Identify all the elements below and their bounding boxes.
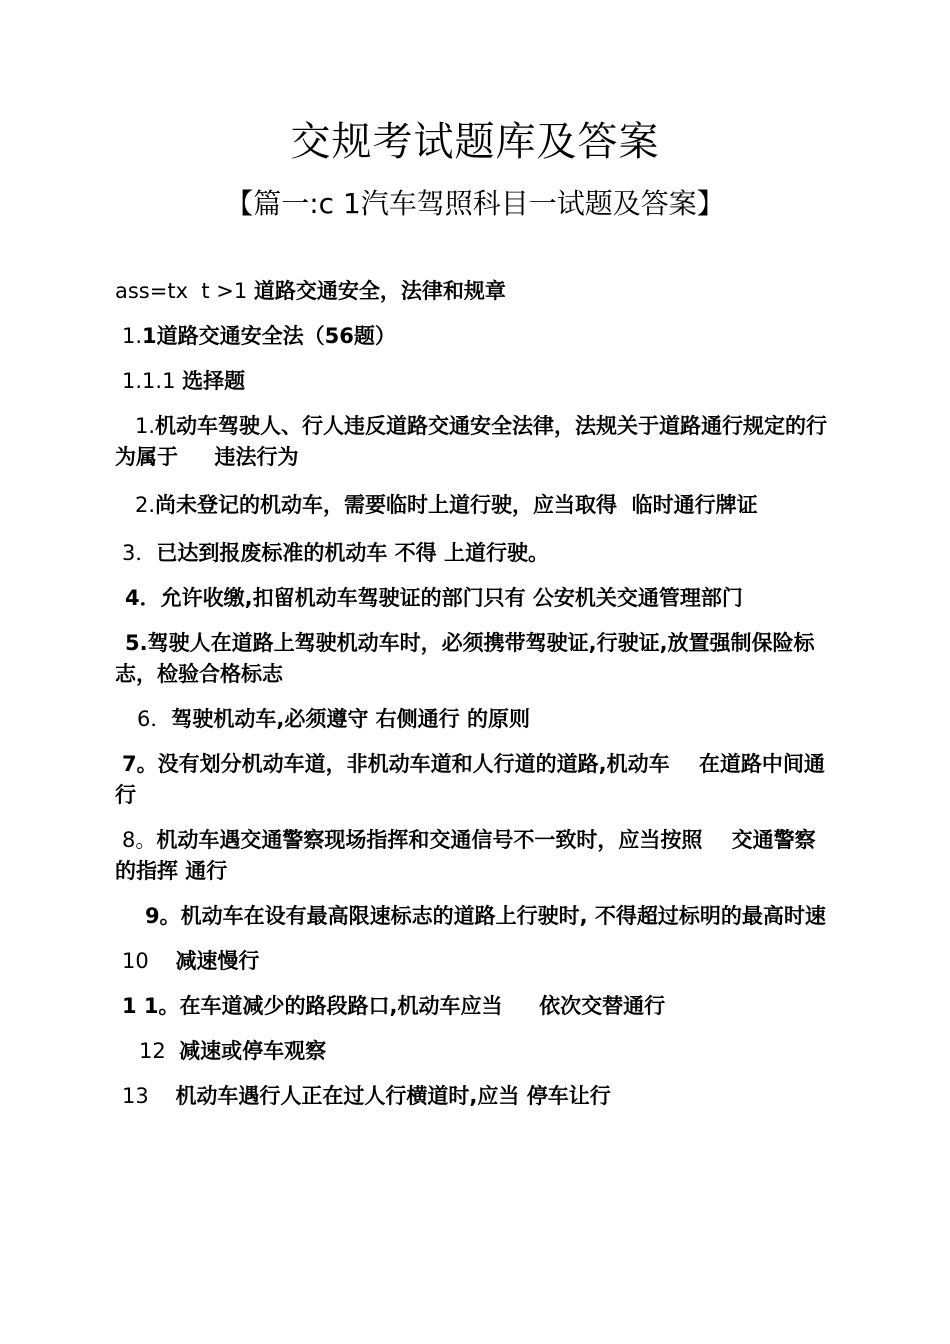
question-number: 1. [135,414,156,438]
document-title: 交规考试题库及答案 [290,119,660,165]
subsection-heading-text: 道路交通安全法（56题） [156,324,396,348]
document-body [115,276,835,1112]
question-item [115,628,835,690]
question-item [115,991,835,1022]
question-number: 13 [122,1084,176,1108]
question-text: 没有划分机动车道，非机动车道和人行道的道路,机动车 在道路中间通行 [115,752,825,807]
question-item [115,825,835,887]
question-item [115,538,835,569]
question-number: 1 1。 [122,994,180,1018]
question-number: 8。 [122,828,157,852]
question-text: 减速慢行 [175,949,260,973]
question-item [115,490,835,521]
document-subtitle: 【篇一:c 1汽车驾照科目一试题及答案】 [225,187,725,220]
question-number: 2. [135,493,156,517]
question-number: 6． [137,707,172,731]
section-heading [115,276,835,307]
question-number: 12 [139,1039,180,1063]
section-heading-text: 道路交通安全，法律和规章 [253,279,506,303]
question-item [115,749,835,811]
question-number: 3． [122,541,157,565]
question-item [115,704,835,735]
question-item [115,1081,835,1112]
question-text: 尚未登记的机动车，需要临时上道行驶，应当取得 临时通行牌证 [155,493,758,517]
question-text: 在车道减少的路段路口,机动车应当 依次交替通行 [179,994,666,1018]
question-text: 机动车遇交通警察现场指挥和交通信号不一致时，应当按照 交通警察的指挥 通行 [115,828,816,883]
question-number: 7。 [122,752,158,776]
question-type-heading [115,366,835,397]
question-text: 允许收缴,扣留机动车驾驶证的部门只有 公安机关交通管理部门 [160,586,743,610]
question-number: 5. [125,631,148,655]
question-number: 9。 [145,904,181,928]
question-text: 驾驶人在道路上驾驶机动车时，必须携带驾驶证,行驶证,放置强制保险标志，检验合格标志 [115,631,815,686]
subsection-prefix-number: 1 [142,324,157,348]
question-item [115,946,835,977]
question-number: 4． [125,586,161,610]
question-item [115,901,835,932]
question-item [115,1036,835,1067]
question-text: 已达到报废标准的机动车 不得 上道行驶。 [156,541,549,565]
subsection-prefix: 1. [122,324,143,348]
subsection-heading [115,321,835,352]
question-type-text: 选择题 [182,369,246,393]
question-number: 10 [122,949,176,973]
section-prefix: ass=tx t >1 [115,279,254,303]
question-text: 机动车在设有最高限速标志的道路上行驶时, 不得超过标明的最高时速 [180,904,826,928]
question-type-prefix: 1.1.1 [122,369,183,393]
question-item [115,583,835,614]
question-text: 减速或停车观察 [179,1039,327,1063]
question-text: 机动车驾驶人、行人违反道路交通安全法律，法规关于道路通行规定的行为属于 违法行为 [115,414,828,469]
question-item [115,411,835,473]
question-text: 机动车遇行人正在过人行横道时,应当 停车让行 [175,1084,611,1108]
question-text: 驾驶机动车,必须遵守 右侧通行 的原则 [171,707,530,731]
